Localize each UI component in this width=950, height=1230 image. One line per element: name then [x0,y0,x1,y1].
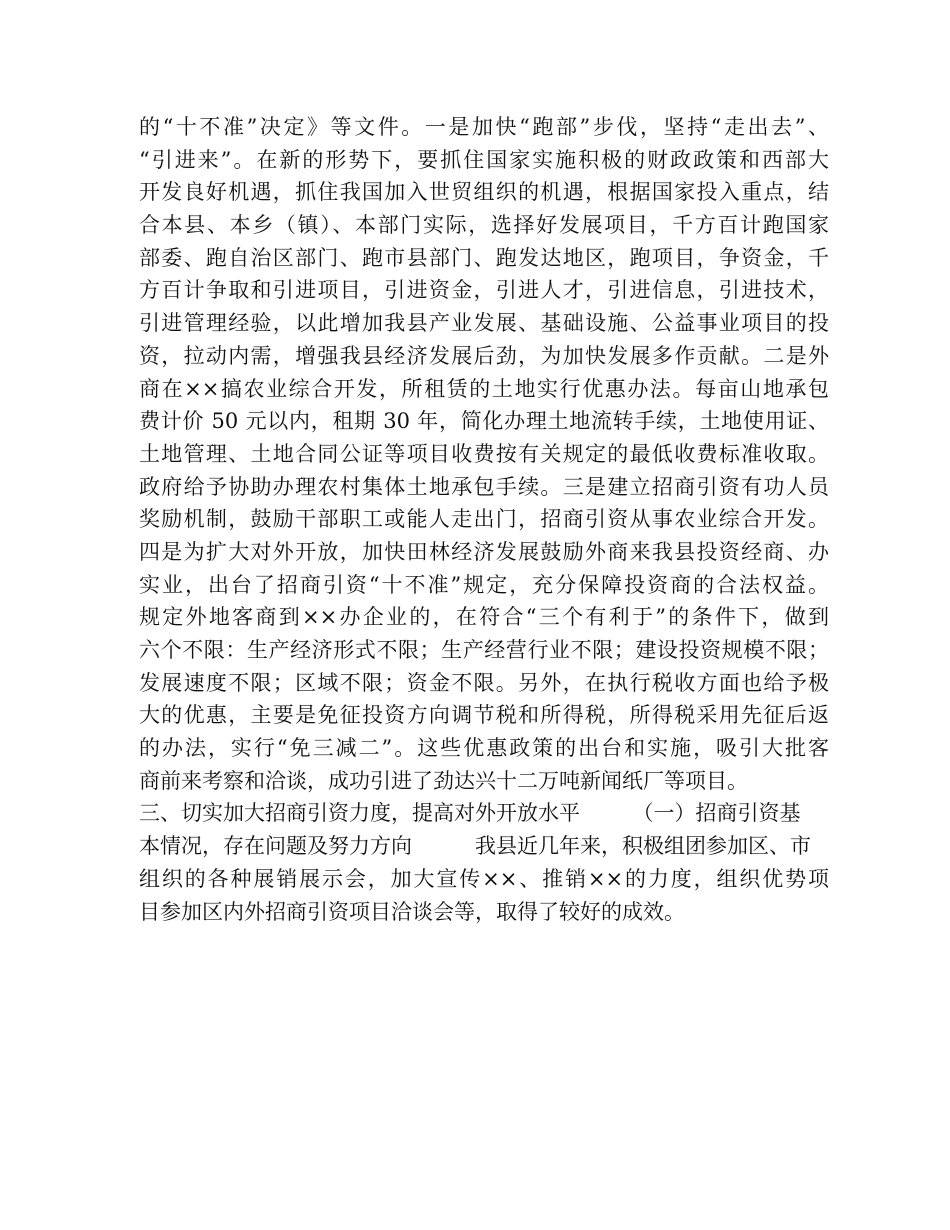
text-line: 方百计争取和引进项目，引进资金，引进人才，引进信息，引进技术， [139,278,829,303]
text-line: 土地管理、土地合同公证等项目收费按有关规定的最低收费标准收取。 [139,441,829,466]
body-text [139,111,829,928]
text-line: 组织的各种展销展示会，加大宣传××、推销××的力度，组织优势项 [139,866,829,891]
text-line: 六个不限：生产经济形式不限；生产经营行业不限；建设投资规模不限； [139,638,829,662]
text-line: 实业，出台了招商引资“十不准”规定，充分保障投资商的合法权益。 [139,572,829,597]
text-line: 开发良好机遇，抓住我国加入世贸组织的机遇，根据国家投入重点，结 [139,180,829,205]
text-line: “引进来”。在新的形势下，要抓住国家实施积极的财政政策和西部大 [139,147,829,172]
text-line: 奖励机制，鼓励干部职工或能人走出门，招商引资从事农业综合开发。 [139,507,829,532]
text-line: 的办法，实行“免三减二”。这些优惠政策的出台和实施，吸引大批客 [139,736,829,761]
text-line: 部委、跑自治区部门、跑市县部门、跑发达地区，跑项目，争资金，千 [139,245,829,270]
text-line: 引进管理经验，以此增加我县产业发展、基础设施、公益事业项目的投 [139,311,829,336]
text-line: 发展速度不限；区域不限；资金不限。另外，在执行税收方面也给予极 [139,670,829,695]
text-line: 商在××搞农业综合开发，所租赁的土地实行优惠办法。每亩山地承包 [139,376,829,401]
text-line: 的“十不准”决定》等文件。一是加快“跑部”步伐，坚持“走出去”、 [139,115,829,139]
text-line: 合本县、本乡（镇）、本部门实际，选择好发展项目，千方百计跑国家 [139,213,829,238]
text-line: 本情况，存在问题及努力方向 我县近几年来，积极组团参加区、市 [139,834,811,859]
text-line: 四是为扩大对外开放，加快田林经济发展鼓励外商来我县投资经商、办 [139,539,829,564]
text-line: 规定外地客商到××办企业的，在符合“三个有利于”的条件下，做到 [139,605,829,630]
text-line: 费计价 50 元以内，租期 30 年，简化办理土地流转手续，土地使用证、 [139,409,829,434]
text-line: 资，拉动内需，增强我县经济发展后劲，为加快发展多作贡献。二是外 [139,343,829,368]
text-line: 三、切实加大招商引资力度，提高对外开放水平 （一）招商引资基 [139,801,801,826]
text-line: 商前来考察和洽谈，成功引进了劲达兴十二万吨新闻纸厂等项目。 [139,768,748,793]
text-line: 大的优惠，主要是免征投资方向调节税和所得税，所得税采用先征后返 [139,703,829,728]
text-line: 政府给予协助办理农村集体土地承包手续。三是建立招商引资有功人员 [139,474,829,499]
text-line: 目参加区内外招商引资项目洽谈会等，取得了较好的成效。 [139,899,685,924]
